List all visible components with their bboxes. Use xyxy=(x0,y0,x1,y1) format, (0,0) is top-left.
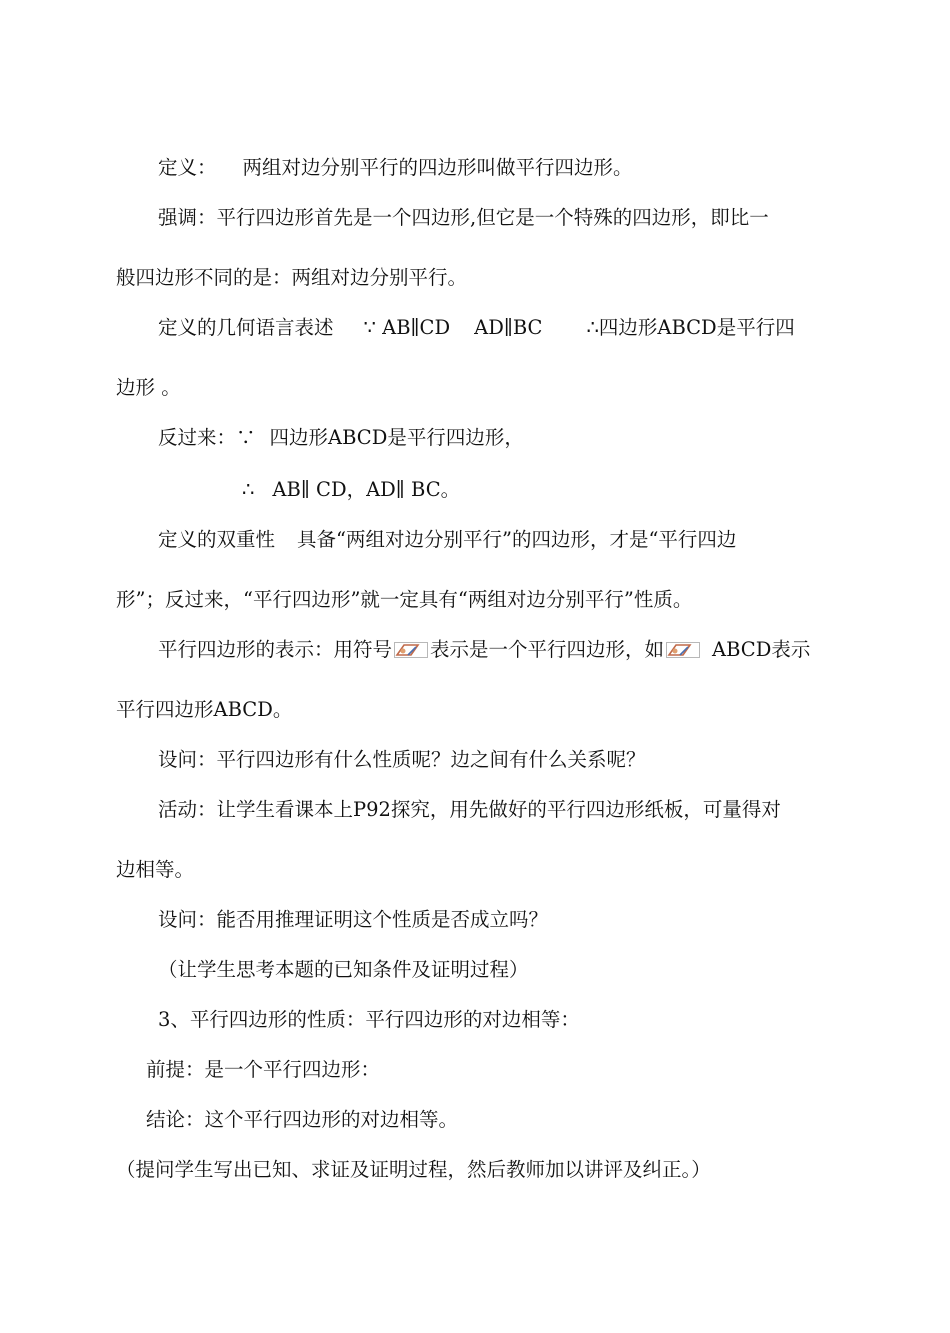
definition-label: 定义： xyxy=(158,156,217,179)
converse-label: 反过来：∵ xyxy=(158,426,256,449)
duality-line xyxy=(158,527,736,553)
activity-line: 活动：让学生看课本上P92探究，用先做好的平行四边形纸板，可量得对 xyxy=(158,798,781,821)
conclusion-parallelogram: ∴四边形ABCD是平行四 xyxy=(586,316,795,339)
geometric-statement-line xyxy=(158,315,795,341)
instruction-line: （提问学生写出已知、求证及证明过程，然后教师加以讲评及纠正。） xyxy=(116,1158,711,1181)
question-line-2: 设问：能否用推理证明这个性质是否成立吗？ xyxy=(158,908,549,931)
converse-line xyxy=(158,425,524,451)
premise-line: 前提：是一个平行四边形： xyxy=(146,1058,381,1081)
emphasis-line-2: 般四边形不同的是：两组对边分别平行。 xyxy=(116,266,468,289)
conclusion-line: 结论：这个平行四边形的对边相等。 xyxy=(146,1108,459,1131)
given-ad-bc: AD∥BC xyxy=(474,316,543,339)
notation-line-2: 平行四边形ABCD。 xyxy=(116,698,293,721)
property-line: 3、平行四边形的性质：平行四边形的对边相等： xyxy=(158,1008,580,1031)
converse-conclusion: AB∥ CD，AD∥ BC。 xyxy=(272,478,461,501)
converse-premise: 四边形ABCD是平行四边形， xyxy=(269,426,524,449)
given-ab-cd: ∵ AB∥CD xyxy=(363,316,451,339)
geometric-statement-label: 定义的几何语言表述 xyxy=(158,316,334,339)
duality-line-2: 形”；反过来，“平行四边形”就一定具有“两组对边分别平行”性质。 xyxy=(116,588,693,611)
notation-example: ABCD表示 xyxy=(712,638,811,661)
activity-line-2: 边相等。 xyxy=(116,858,195,881)
definition-line xyxy=(158,155,633,181)
notation-label: 平行四边形的表示：用符号 xyxy=(158,638,393,661)
parallelogram-symbol-icon xyxy=(394,642,428,658)
emphasis-line-1: 强调：平行四边形首先是一个四边形,但它是一个特殊的四边形，即比一 xyxy=(158,206,769,229)
duality-text: 具备“两组对边分别平行”的四边形，才是“平行四边 xyxy=(297,528,737,551)
question-line-1: 设问：平行四边形有什么性质呢？边之间有什么关系呢？ xyxy=(158,748,646,771)
therefore-symbol: ∴ xyxy=(242,478,255,501)
converse-conclusion-line xyxy=(242,477,460,503)
definition-text: 两组对边分别平行的四边形叫做平行四边形。 xyxy=(242,156,633,179)
notation-text: 表示是一个平行四边形，如 xyxy=(430,638,665,661)
duality-label: 定义的双重性 xyxy=(158,528,276,551)
notation-line xyxy=(158,637,810,663)
hint-line: （让学生思考本题的已知条件及证明过程） xyxy=(158,958,529,981)
geometric-statement-line-2: 边形 。 xyxy=(116,376,181,399)
parallelogram-symbol-icon xyxy=(666,642,700,658)
